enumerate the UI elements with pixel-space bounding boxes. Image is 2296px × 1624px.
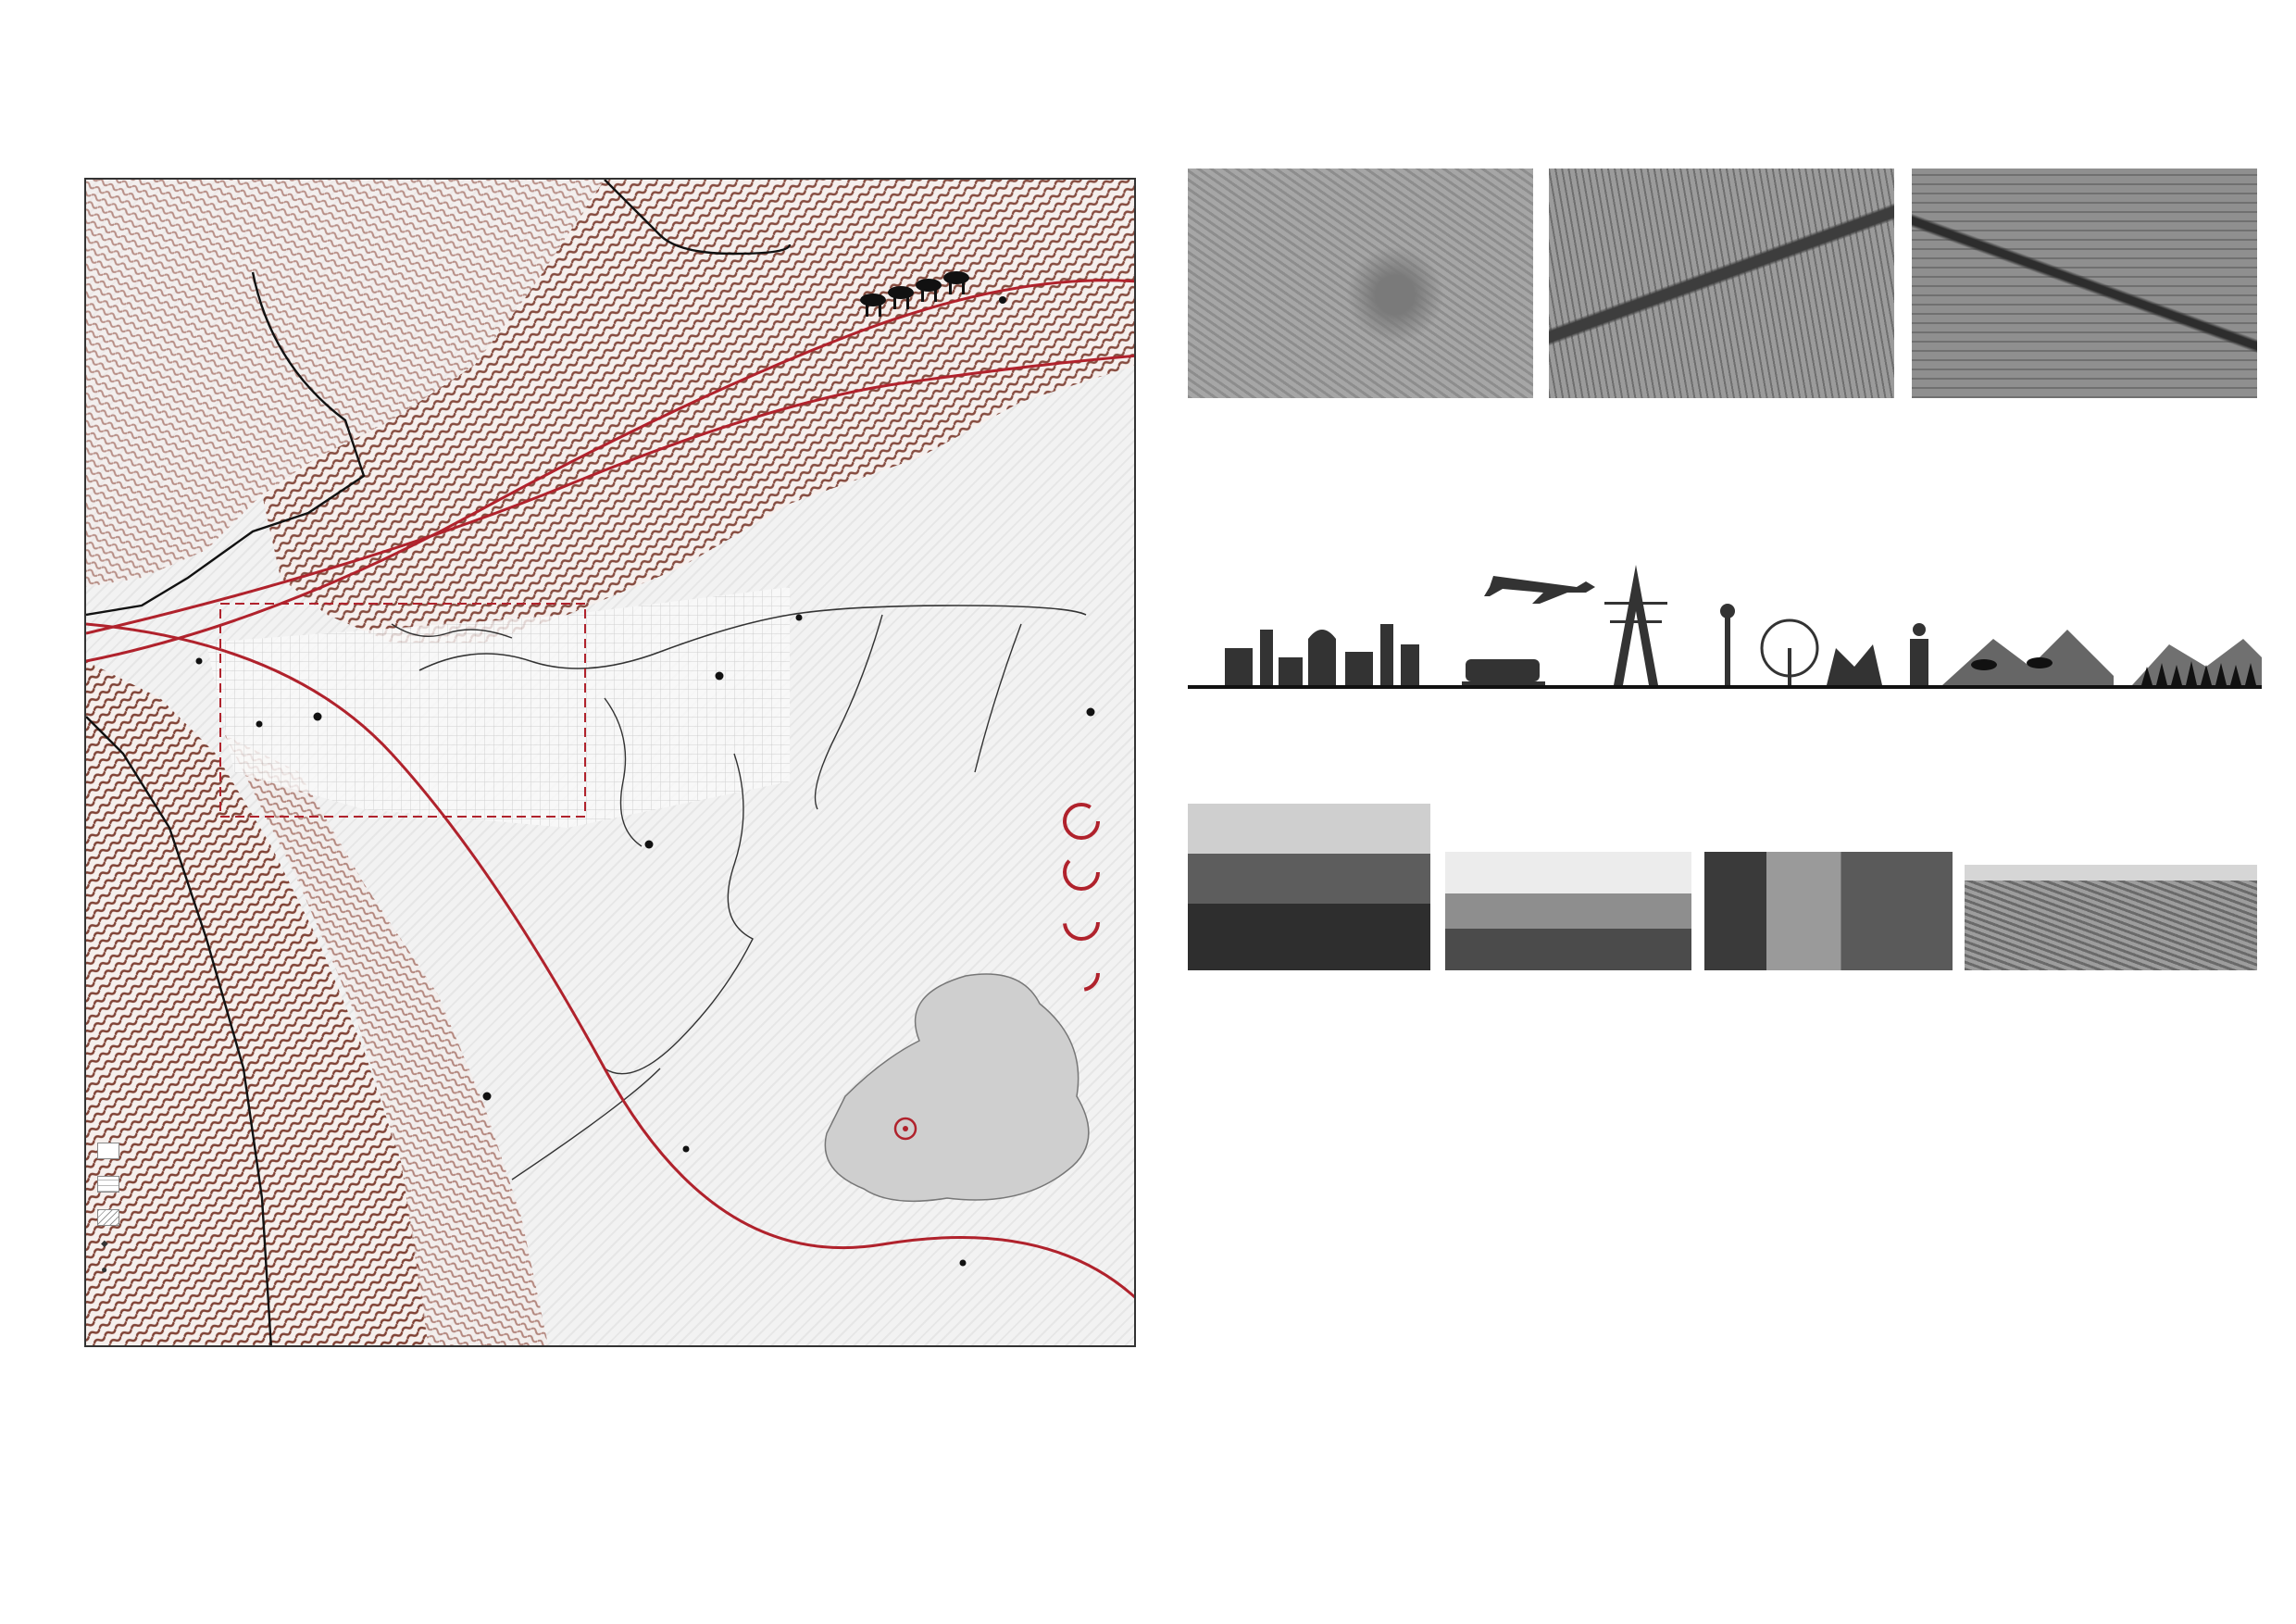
legend-surface-stream xyxy=(97,1143,127,1159)
surface-stream-swatch xyxy=(97,1143,119,1159)
legend-desert xyxy=(97,1209,127,1226)
map-terrain xyxy=(86,180,1136,1347)
dot-icon: ● xyxy=(101,1263,108,1276)
building-photo-4 xyxy=(1965,865,2257,970)
aerial-photo-2020 xyxy=(1912,169,2257,398)
oasis-swatch xyxy=(97,1176,119,1193)
timeline-silhouettes xyxy=(1188,556,2262,691)
building-photo-1 xyxy=(1188,804,1430,970)
desert-swatch xyxy=(97,1209,119,1226)
building-photo-2 xyxy=(1445,852,1691,970)
legend-regional-centers xyxy=(101,1239,129,1249)
legend-nation-resorts xyxy=(101,1263,128,1276)
aerial-photo-1986 xyxy=(1188,169,1533,398)
legend-oasis xyxy=(97,1176,127,1193)
site-map xyxy=(84,178,1136,1347)
building-photo-3 xyxy=(1704,852,1953,970)
aerial-photo-2000 xyxy=(1549,169,1894,398)
diamond-icon: ◆ xyxy=(101,1239,108,1249)
